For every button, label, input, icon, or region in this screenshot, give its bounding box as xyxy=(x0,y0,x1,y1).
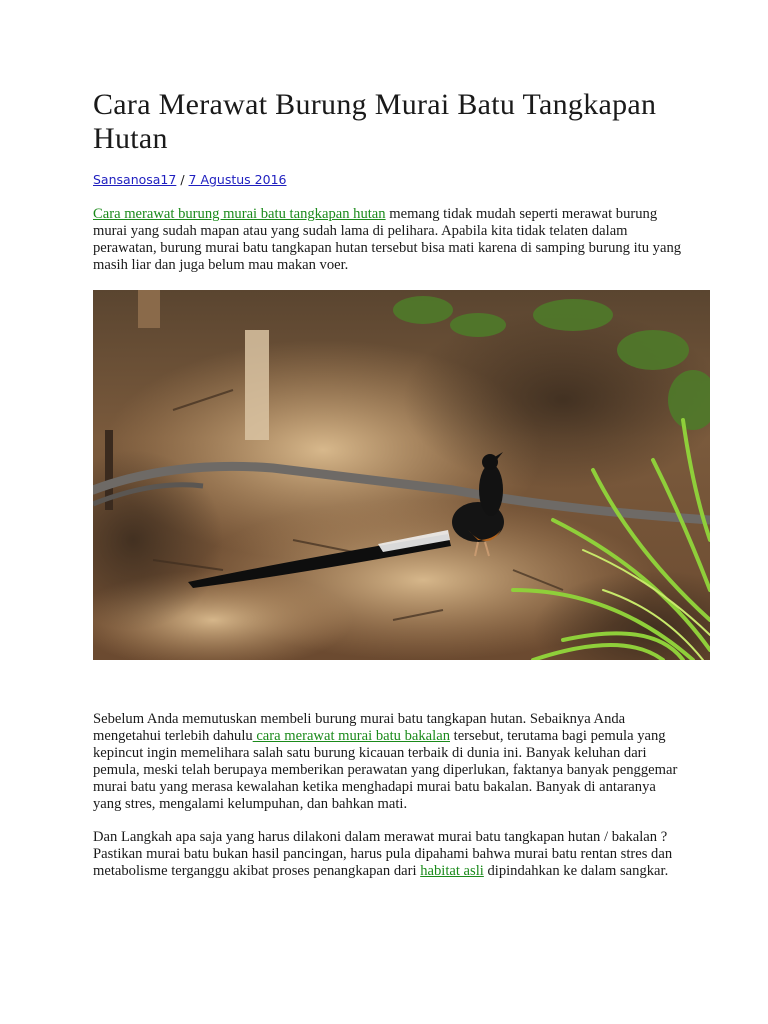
article-title: Cara Merawat Burung Murai Batu Tangkapan Hutan xyxy=(93,88,657,155)
intro-paragraph xyxy=(93,206,683,274)
intro-link[interactable]: Cara merawat burung murai batu tangkapan hutan xyxy=(93,206,386,222)
third-paragraph xyxy=(93,829,683,880)
second-text-after: tersebut, terutama bagi pemula yang kepincut ingin memelihara salah satu burung kicauan terbaik di dunia ini. Banyak keluhan dari pemula, meski telah berupaya memberikan perawatan yang diperlukan, faktanya banyak penggemar murai batu yang merasa kewalahan ketika menghadapi murai batu bakalan. Banyak di antaranya yang stres, mengalami kelumpuhan, dan bahkan mati. xyxy=(93,728,678,812)
third-text-after: dipindahkan ke dalam sangkar. xyxy=(483,863,669,879)
second-paragraph xyxy=(93,711,683,813)
second-text-before: Sebelum Anda memutuskan membeli burung murai batu tangkapan hutan. Sebaiknya Anda mengetahui terlebih dahulu xyxy=(93,711,626,744)
habitat-link[interactable]: habitat asli xyxy=(420,863,484,879)
date-link[interactable]: 7 Agustus 2016 xyxy=(188,172,287,187)
author-link[interactable]: Sansanosa17 xyxy=(93,172,177,187)
intro-text: memang tidak mudah seperti merawat burung murai yang sudah mapan atau yang sudah lama di pelihara. Apabila kita tidak telaten dalam perawatan, burung murai batu tangkapan hutan tersebut bisa mati karena di samping burung itu yang masih liar dan juga belum mau makan voer. xyxy=(93,206,682,273)
bird-photo-illustration xyxy=(93,290,710,660)
bakalan-link[interactable]: cara merawat murai batu bakalan xyxy=(252,728,450,744)
article-meta xyxy=(93,172,286,187)
bird-photo xyxy=(93,290,710,660)
meta-separator: / xyxy=(176,172,189,187)
third-text-before: Dan Langkah apa saja yang harus dilakoni dalam merawat murai batu tangkapan hutan / bakalan ? Pastikan murai batu bukan hasil pancingan, harus pula dipahami bahwa murai batu rentan stres dan metabolisme terganggu akibat proses penangkapan dari xyxy=(93,829,673,879)
